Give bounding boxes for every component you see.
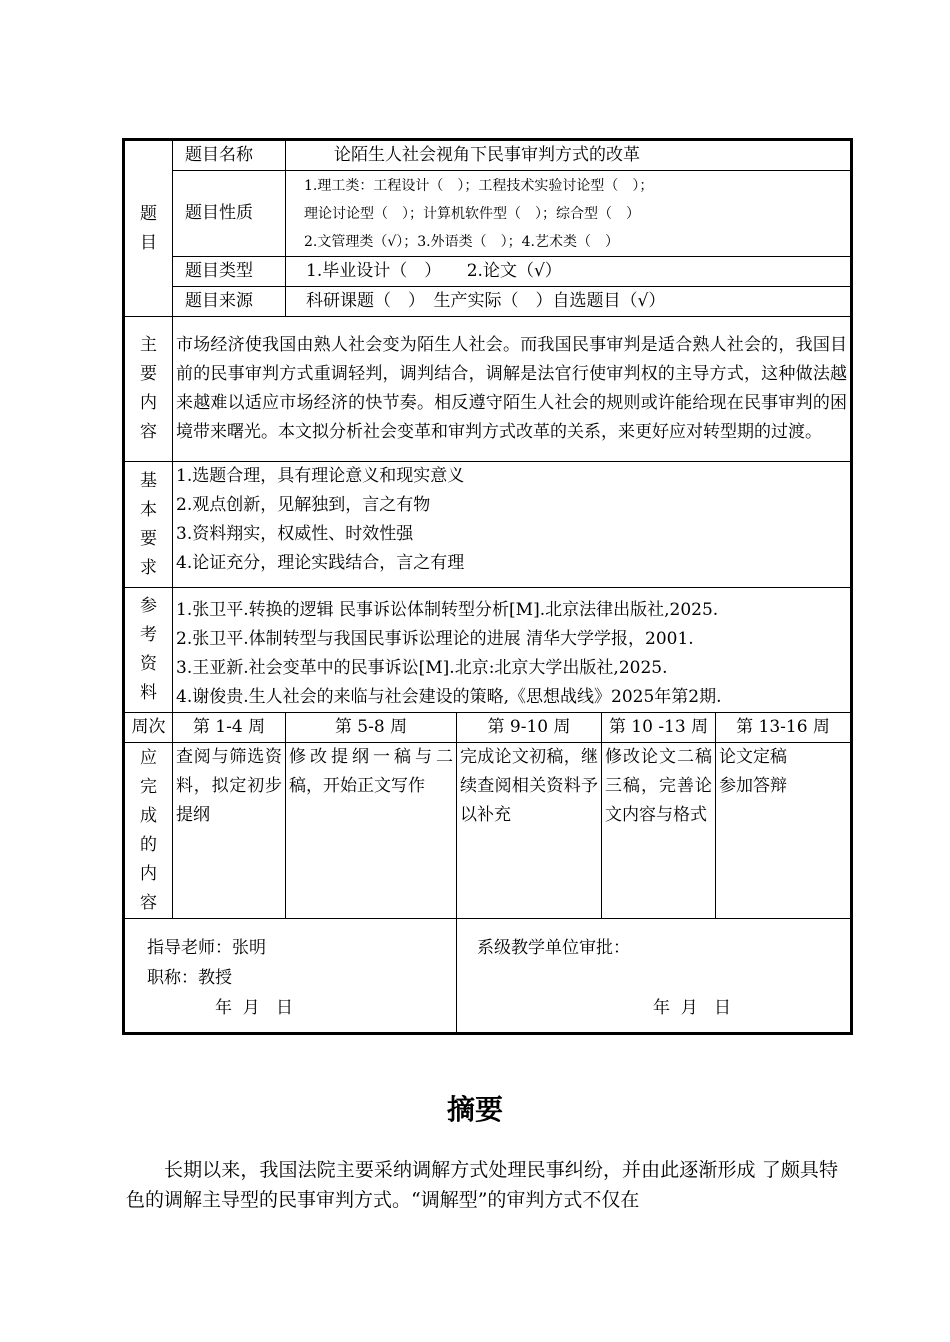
topic-source-label: 题目来源: [173, 287, 286, 317]
topic-name-label: 题目名称: [173, 140, 286, 171]
requirement-item: 4.论证充分，理论实践结合，言之有理: [176, 553, 465, 573]
references-list: [173, 588, 852, 713]
nature-line: 1.理工类：工程设计（ ）；工程技术实验讨论型（ ）；: [304, 177, 654, 194]
main-content-label: [124, 317, 173, 462]
reference-item: 3.王亚新.社会变革中的民事诉讼[M].北京:北京大学出版社,2025.: [176, 658, 668, 678]
label-char: 容: [140, 892, 157, 913]
label-char: 题: [140, 203, 157, 224]
label-char: 目: [140, 232, 157, 253]
label-char: 内: [140, 863, 157, 884]
label-char: 考: [140, 625, 157, 645]
advisor-date: 年 月 日: [215, 998, 294, 1018]
approval-blank: [477, 963, 847, 993]
signature-row: [124, 919, 852, 1034]
task-cell: 论文定稿 参加答辩: [716, 743, 852, 919]
label-char: 料: [140, 683, 157, 703]
label-char: 资: [140, 654, 157, 674]
label-char: 主: [140, 335, 157, 355]
task-cell: 完成论文初稿，继续查阅相关资料予以补充: [457, 743, 602, 919]
week-cell: 第 5-8 周: [286, 713, 457, 743]
label-char: 内: [140, 393, 157, 413]
topic-nature-options: [286, 171, 852, 257]
nature-line: 理论讨论型（ ）；计算机软件型（ ）；综合型（ ）: [304, 205, 640, 222]
requirement-item: 1.选题合理，具有理论意义和现实意义: [176, 466, 465, 486]
week-cell: 第 10 -13 周: [602, 713, 716, 743]
requirement-item: 3.资料翔实，权威性、时效性强: [176, 524, 414, 544]
label-char: 完: [140, 776, 157, 797]
main-content-row: [124, 317, 852, 462]
week-label: 周次: [124, 713, 173, 743]
reference-item: 4.谢俊贵.生人社会的来临与社会建设的策略,《思想战线》2025年第2期.: [176, 687, 722, 707]
topic-nature-label: 题目性质: [173, 171, 286, 257]
abstract-heading: 摘要: [446, 1093, 503, 1126]
requirement-item: 2.观点创新，见解独到，言之有物: [176, 495, 431, 515]
topic-nature-row: [124, 171, 852, 257]
references-label: [124, 588, 173, 713]
approval-date: 年 月 日: [653, 998, 732, 1018]
topic-name-value: 论陌生人社会视角下民事审判方式的改革: [286, 140, 852, 171]
label-char: 要: [140, 528, 157, 549]
label-char: 要: [140, 364, 157, 384]
week-cell: 第 13-16 周: [716, 713, 852, 743]
references-row: [124, 588, 852, 713]
week-row: [124, 713, 852, 743]
task-cell: 修改提纲一稿与二稿，开始正文写作: [286, 743, 457, 919]
requirements-list: [173, 462, 852, 588]
topic-type-row: [124, 257, 852, 287]
reference-item: 2.张卫平.体制转型与我国民事诉讼理论的进展 清华大学学报，2001.: [176, 629, 694, 649]
nature-line: 2.文管理类（√）；3.外语类（ ）；4.艺术类（ ）: [304, 233, 619, 250]
label-char: 应: [140, 747, 157, 768]
topic-name-row: [124, 140, 852, 171]
topic-source-value: 科研课题（ ） 生产实际（ ）自选题目（√）: [286, 287, 852, 317]
label-char: 求: [140, 557, 157, 578]
tasks-row: [124, 743, 852, 919]
approval-label: 系级教学单位审批：: [477, 938, 630, 958]
label-char: 参: [140, 596, 157, 616]
requirements-label: [124, 462, 173, 588]
label-char: 基: [140, 470, 157, 491]
topic-type-value: 1.毕业设计（ ） 2.论文（√）: [286, 257, 852, 287]
week-cell: 第 9-10 周: [457, 713, 602, 743]
tasks-label: [124, 743, 173, 919]
label-char: 成: [140, 805, 157, 826]
label-char: 的: [140, 834, 157, 855]
label-char: 容: [140, 422, 157, 442]
task-form-table: [122, 138, 853, 1035]
task-cell: 查阅与筛选资料，拟定初步提纲: [173, 743, 286, 919]
label-char: 本: [140, 499, 157, 520]
requirements-row: [124, 462, 852, 588]
topic-type-label: 题目类型: [173, 257, 286, 287]
reference-item: 1.张卫平.转换的逻辑 民事诉讼体制转型分析[M].北京法律出版社,2025.: [176, 600, 719, 620]
main-content-text: 市场经济使我国由熟人社会变为陌生人社会。而我国民事审判是适合熟人社会的，我国目前的民事审判方式重调轻判，调判结合，调解是法官行使审判权的主导方式，这种做法越来越难以适应市场经济的快节奏。相反遵守陌生人社会的规则或许能给现在民事审判的困境带来曙光。本文拟分析社会变革和审判方式改革的关系，来更好应对转型期的过渡。: [173, 317, 852, 462]
topic-section-label: [124, 140, 173, 317]
task-cell: 修改论文二稿三稿，完善论文内容与格式: [602, 743, 716, 919]
advisor-signature: [124, 919, 457, 1034]
advisor-name: 指导老师：张明: [147, 938, 266, 958]
department-approval: [457, 919, 852, 1034]
week-cell: 第 1-4 周: [173, 713, 286, 743]
abstract-text: 长期以来，我国法院主要采纳调解方式处理民事纠纷，并由此逐渐形成 了颇具特色的调解主导型的民事审判方式。“调解型”的审判方式不仅在: [126, 1159, 838, 1211]
topic-source-row: [124, 287, 852, 317]
advisor-title: 职称：教授: [147, 968, 232, 988]
